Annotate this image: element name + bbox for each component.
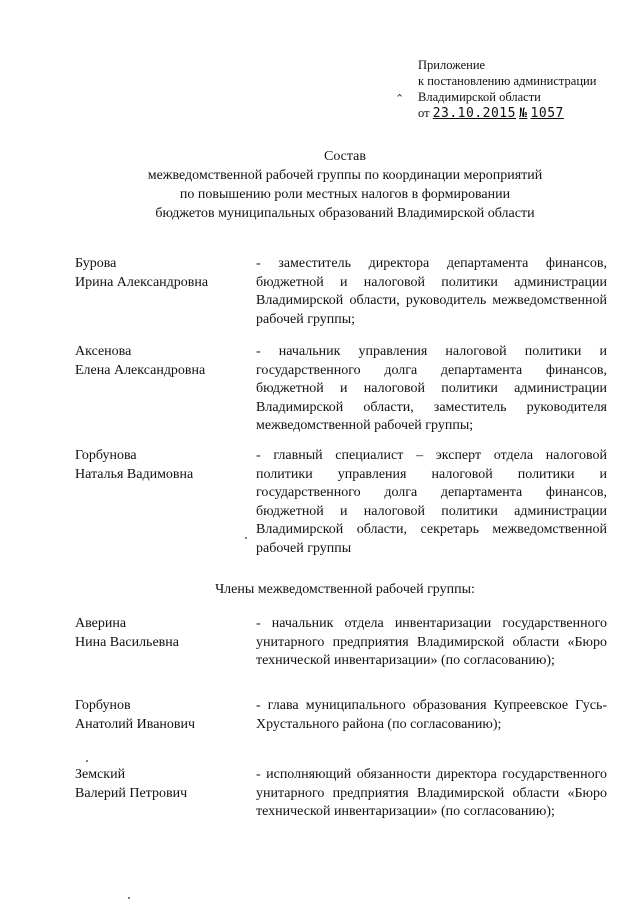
person-name — [75, 697, 245, 734]
person-surname: Горбунова — [75, 448, 137, 463]
person-name — [75, 255, 245, 292]
approval-block — [418, 57, 633, 122]
person-role: - заместитель директора департамента финансов, бюджетной и налоговой политики администрации Владимирской области, руководитель межведомственной рабочей группы; — [256, 256, 607, 327]
person-name — [75, 343, 245, 380]
members-heading: Члены межведомственной рабочей группы: — [215, 582, 475, 597]
person-given-name: Валерий Петрович — [75, 785, 188, 801]
person-surname: Бурова — [75, 256, 117, 271]
title-line-2: межведомственной рабочей группы по координации мероприятий — [147, 168, 543, 183]
scan-speck — [128, 897, 130, 899]
person-surname: Земский — [75, 767, 126, 782]
person-given-name: Елена Александровна — [75, 362, 206, 378]
person-name — [75, 447, 245, 484]
title-line-1: Состав — [323, 149, 366, 164]
pen-mark: ⌃ — [395, 93, 405, 105]
approval-line-2: к постановлению администрации — [418, 74, 597, 88]
person-given-name: Ирина Александровна — [75, 274, 209, 290]
person-given-name: Наталья Вадимовна — [75, 466, 194, 482]
person-role: - начальник отдела инвентаризации государственного унитарного предприятия Владимирской области «Бюро технической инвентаризации» (по согласованию); — [256, 616, 607, 668]
document-title — [100, 147, 590, 223]
approval-date-line — [418, 105, 633, 122]
scan-speck — [86, 760, 88, 762]
approval-line-3: Владимирской области — [418, 90, 541, 104]
title-line-3: по повышению роли местных налогов в формировании — [179, 187, 511, 202]
person-given-name: Нина Васильевна — [75, 634, 179, 650]
person-name — [75, 766, 245, 803]
person-surname: Аксенова — [75, 344, 132, 359]
person-given-name: Анатолий Иванович — [75, 716, 196, 732]
title-line-4: бюджетов муниципальных образований Владимирской области — [155, 206, 535, 221]
date-prefix: от — [418, 106, 430, 120]
scan-speck — [245, 537, 247, 539]
person-role: - начальник управления налоговой политики и государственного долга департамента финансов, бюджетной и налоговой политики администрации Владимирской области, заместитель руководителя межведомственной рабочей группы; — [256, 344, 607, 433]
approval-number: 1057 — [530, 106, 564, 121]
person-role: - глава муниципального образования Купреевское Гусь-Хрустального района (по согласованию); — [256, 698, 607, 732]
person-surname: Аверина — [75, 616, 127, 631]
person-role: - исполняющий обязанности директора государственного унитарного предприятия Владимирской области «Бюро технической инвентаризации» (по согласованию); — [256, 767, 607, 819]
person-name — [75, 615, 245, 652]
approval-line-1: Приложение — [418, 58, 486, 72]
approval-date: 23.10.2015 — [432, 106, 516, 121]
person-role: - главный специалист – эксперт отдела налоговой политики управления налоговой политики и государственного долга департамента финансов, бюджетной и налоговой политики администрации Владимирской области, секретарь межведомственной рабочей группы — [256, 448, 607, 556]
number-prefix: № — [519, 106, 528, 121]
person-surname: Горбунов — [75, 698, 131, 713]
